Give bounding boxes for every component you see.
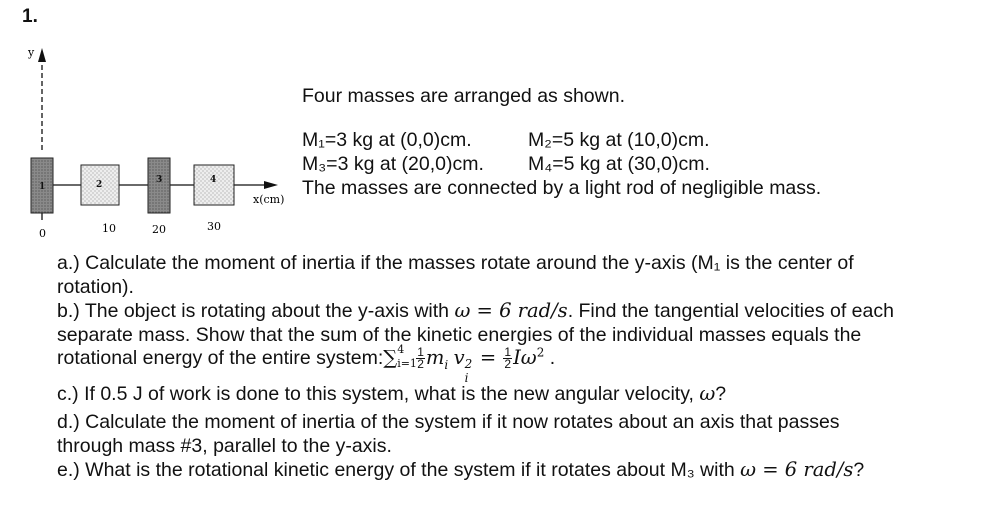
origin-label: 0: [39, 227, 46, 240]
tick-label-30: 30: [207, 220, 221, 233]
mass-4: [194, 165, 234, 205]
question-c: c.) If 0.5 J of work is done to this system, what is the new angular velocity, ω?: [57, 382, 727, 405]
mass-2-spec: M₂=5 kg at (10,0)cm.: [528, 129, 710, 151]
y-axis-label: y: [28, 46, 35, 59]
mass-4-label: 4: [210, 175, 217, 185]
x-axis-label: x(cm): [253, 193, 285, 206]
mass-3: [148, 158, 170, 213]
mass-1-label: 1: [39, 182, 46, 192]
intro-line: Four masses are arranged as shown.: [302, 85, 625, 107]
mass-diagram: [20, 40, 320, 245]
mass-4-spec: M₄=5 kg at (30,0)cm.: [528, 153, 710, 175]
question-e: e.) What is the rotational kinetic energy of the system if it rotates about M₃ with ω = 6 rad/s?: [57, 458, 865, 481]
question-b-line2: separate mass. Show that the sum of the kinetic energies of the individual masses equals the: [57, 324, 862, 346]
mass-1-spec: M₁=3 kg at (0,0)cm.: [302, 129, 472, 151]
question-b-line1: b.) The object is rotating about the y-axis with ω = 6 rad/s. Find the tangential velocities of each: [57, 299, 894, 322]
mass-3-label: 3: [156, 175, 163, 185]
question-d-line2: through mass #3, parallel to the y-axis.: [57, 435, 392, 457]
tick-label-20: 20: [152, 223, 166, 236]
fraction-half-1: $\frac{1}{2}$: [417, 345, 424, 372]
rod-statement: The masses are connected by a light rod of negligible mass.: [302, 177, 822, 199]
tick-label-10: 10: [102, 222, 116, 235]
question-b-line3: rotational energy of the entire system:∑ 4 i=1 $\frac{1}{2}$ $m_i$ v 2 i = $\frac{1}{2}$ $I\omega^2$ .: [57, 343, 556, 385]
problem-number: 1.: [22, 6, 38, 27]
omega-value: ω = 6 rad/s: [454, 299, 568, 322]
question-d-line1: d.) Calculate the moment of inertia of the system if it now rotates about an axis that passes: [57, 411, 840, 433]
mass-3-spec: M₃=3 kg at (20,0)cm.: [302, 153, 484, 175]
sum-operator: ∑ 4 i=1: [383, 343, 417, 370]
x-axis-arrow: [264, 181, 278, 189]
question-a-line2: rotation).: [57, 276, 134, 298]
question-a-line1: a.) Calculate the moment of inertia if the masses rotate around the y-axis (M₁ is the center of: [57, 252, 854, 274]
y-axis-arrow: [38, 48, 46, 62]
fraction-half-2: $\frac{1}{2}$: [504, 345, 512, 372]
mass-2-label: 2: [96, 180, 103, 190]
